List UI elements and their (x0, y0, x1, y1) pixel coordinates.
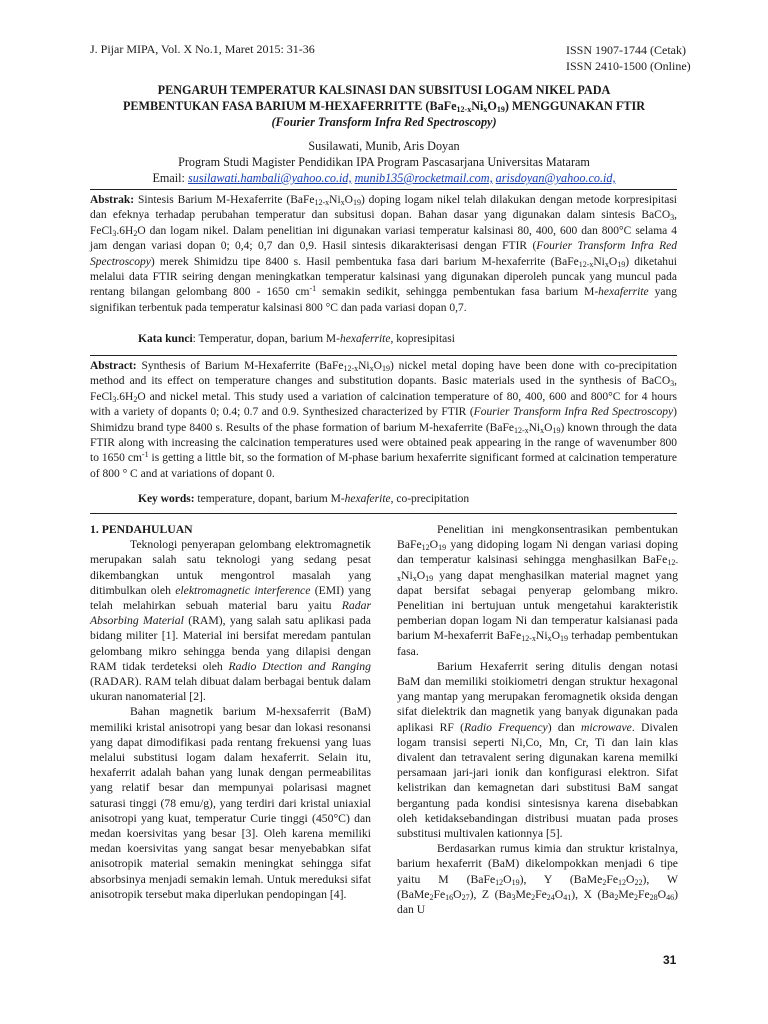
issn-online: ISSN 2410-1500 (Online) (566, 59, 691, 73)
page-number: 31 (663, 953, 677, 967)
abstrak-paragraph: Abstrak: Sintesis Barium M-Hexaferrite $(BaFe_{12-x}Ni_xO_{19})$ doping logam nikel telah dilakukan dengan metode korpresipitasi dan efeknya terhadap perubahan temperatur dan subsitusi dopan. Bahan dasar yang digunakan dalam sintesis BaCO$_3$, $FeCl_3.6H_2O$ dan logam nikel. Dalam penelitian ini digunakan variasi temperatur kalsinasi 80, 400, 600 dan 800°C selama 4 jam dengan variasi dopan 0; 0,4; 0,7 dan 0,9. Hasil sintesis dikarakterisasi dengan FTIR (Fourier Transform Infra Red Spectroscopy) merek Shimidzu tipe 8400 s. Hasil pembentuka fasa dari barium M-hexaferrite $(BaFe_{12-x}Ni_xO_{19})$ diketahui melalui data FTIR seiring dengan meningkatkan temperatur kalsinasi yang digunakan diperoleh puncak yang muncul pada rentang bilangan gelombang 800 - 1650 $cm^{-1}$ semakin sedikit, sehingga pembentukan fasa barium M-hexaferrite yang signifikan terbentuk pada temperatur kalsinasi 800 °C dan pada variasi dopan 0,7. (90, 194, 678, 314)
journal-citation: J. Pijar MIPA, Vol. X No.1, Maret 2015: 31-36 (90, 42, 315, 56)
key-words: Key words: temperature, dopant, barium M-hexaferite, co-precipitation (138, 493, 470, 505)
left-column (90, 522, 371, 902)
section-heading: 1. PENDAHULUAN (90, 523, 193, 536)
email-link-3[interactable]: arisdoyan@yahoo.co.id, (495, 171, 616, 185)
issn-print: ISSN 1907-1744 (Cetak) (566, 43, 686, 57)
right-paragraph-1: Penelitian ini mengkonsentrasikan pembentukan $BaFe_{12}O_{19}$ yang didoping logam Ni dengan variasi doping dan temperatur kalsinasi sehingga menghasilkan $BaFe_{12-x}Ni_xO_{19}$ yang dapat menghasilkan material magnet yang dapat bersifat sebagai penyerap gelombang mikro. Penelitian ini bertujuan untuk mengetahui karakteristik pemberian dopan logam Ni dan temperatur kalsianasi pada barium M-hexaferrit $BaFe_{12-x}Ni_xO_{19}$ terhadap pembentukan fasa. (397, 523, 678, 658)
issn-block (566, 42, 691, 74)
paper-title (60, 82, 708, 130)
left-paragraph-1: Teknologi penyerapan gelombang elektromagnetik merupakan salah satu teknologi yang sedang pesat dikembangkan untuk mengontrol masalah yang ditimbulkan oleh elektromagnetic interference (EMI) yang telah melahirkan sebuah material baru yaitu Radar Absorbing Material (RAM), yang salah satu aplikasi pada bidang militer [1]. Material ini bersifat meredam pantulan gelombang mikro sehingga benda yang dilapisi dengan RAM tidak terdeteksi oleh Radio Dtection and Ranging (RADAR). RAM telah dibuat dalam berbagai bentuk dalam ukuran nanomaterial [2]. (90, 538, 371, 704)
author-emails: Email: susilawati.hambali@yahoo.co.id, munib135@rocketmail.com, arisdoyan@yahoo.co.id, (152, 171, 616, 185)
email-link-2[interactable]: munib135@rocketmail.com, (354, 171, 493, 185)
author-block (60, 138, 708, 186)
author-affiliation: Program Studi Magister Pendidikan IPA Program Pascasarjana Universitas Mataram (178, 155, 590, 169)
divider-top (90, 189, 677, 190)
divider-bottom (90, 513, 677, 514)
right-paragraph-3: Berdasarkan rumus kimia dan struktur kristalnya, barium hexaferrit (BaM) dikelompokkan menjadi 6 tipe yaitu M $(BaFe_{12}O_{19})$, Y $(BaMe_2Fe_{12}O_{22})$, W $(BaMe_2Fe_{16}O_{27})$, Z $(Ba_3Me_2Fe_{24}O_{41})$, X $(Ba_2Me_2Fe_{28}O_{46})$ dan U (397, 842, 679, 917)
email-link-1[interactable]: susilawati.hambali@yahoo.co.id, (187, 171, 352, 185)
abstract-en-paragraph: Abstract: Synthesis of Barium M-Hexaferrite $(BaFe_{12-x}Ni_xO_{19})$ nickel metal doping have been done with co-precipitation method and its effect on temperature changes and substitution dopants. Basic materials used in the synthesis of BaCO$_3$, $FeCl_3.6H_2O$ and nickel metal. This study used a variation of calcination temperature of 80, 400, 600 and 800°C for 4 hours with a variety of dopants 0; 0.4; 0.7 and 0.9. Synthesized characterized by FTIR (Fourier Transform Infra Red Spectroscopy) Shimidzu brand type 8400 s. Results of the phase formation of barium M-hexaferrite $(BaFe_{12-x}Ni_xO_{19})$ known through the data FTIR along with increasing the calcination temperatures used were obtained peak appearing in the range of wavenumber 800 to 1650 $cm^{-1}$ is getting a little bit, so the formation of M-phase barium hexaferrite significant formed at calcination temperature of 800 ° C and at variations of dopant 0. (90, 360, 677, 480)
title-line-3: (Fourier Transform Infra Red Spectroscopy) (271, 115, 497, 129)
divider-mid (90, 355, 677, 356)
right-paragraph-2: Barium Hexaferrit sering ditulis dengan notasi BaM dan memiliki stoikiometri dengan struktur hexagonal yang mantap yang merupakan feromagnetik oksida dengan sifat dielektrik dan magnetik yang banyak digunakan pada aplikasi RF (Radio Frequency) dan microwave. Divalen logam transisi seperti Ni,Co, Mn, Cr, Ti dan lain klas divalent dan tetravalent sering digunakan karena memilki persamaan jari-jari ionik dan konfigurasi elektron. Sifat kelistrikan dan kemagnetan dari substitusi BaM sangat bergantung pada kondisi sintesisnya karena disebabkan oleh ketidaksebandingan distribusi muatan pada proses substitusi multivalen kationnya [5]. (397, 659, 679, 841)
left-paragraph-2: Bahan magnetik barium M-hexsaferrit (BaM) memiliki kristal anisotropi yang besar dan lokasi resonansi yang dapat dimodifikasi pada rentang frekuensi yang luas melalui substitusi logam dalam hexaferrit. Selain itu, hexaferrit adalah bahan yang lunak dengan permeabilitas yang relatif besar dan mempunyai polarisasi magnet saturasi tinggi (78 emu/g), yang terdiri dari kristal uniaxial anisotropi yang kuat, temperatur Curie tinggi (450°C) dan medan koersivitas yang besar [3]. Oleh karena memiliki medan koersivitas yang sangat besar menyebabkan sifat anisotropik material semakin meningkat sehingga sifat absorbsinya menjadi semakin lemah. Untuk mereduksi sifat anisotropik tersebut maka diperlukan pendopingan [4]. (90, 705, 371, 901)
author-names: Susilawati, Munib, Aris Doyan (308, 139, 460, 153)
kata-kunci: Kata kunci: Temperatur, dopan, barium M-hexaferrite, kopresipitasi (138, 333, 455, 345)
right-column (397, 522, 678, 917)
title-line-2: PEMBENTUKAN FASA BARIUM M-HEXAFERRITTE $(BaFe_{12-x}Ni_xO_{19})$ MENGGUNAKAN FTIR (122, 99, 646, 114)
title-line-1: PENGARUH TEMPERATUR KALSINASI DAN SUBSITUSI LOGAM NIKEL PADA (157, 83, 611, 97)
